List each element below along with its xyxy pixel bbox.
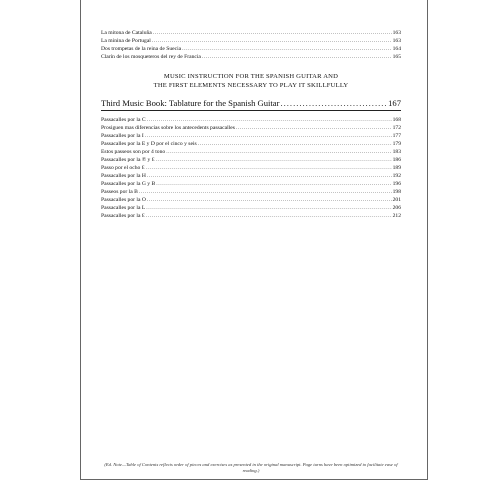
toc-entry-title: Passacalles por la Ɛ xyxy=(101,213,145,219)
dot-leader xyxy=(147,173,392,180)
toc-entry-title: Passacalles por la I xyxy=(101,133,144,139)
section-heading-line: MUSIC INSTRUCTION FOR THE SPANISH GUITAR AND xyxy=(163,73,339,80)
toc-entry-page: 179 xyxy=(392,141,401,147)
toc-entry xyxy=(101,117,401,124)
dot-leader xyxy=(182,46,391,53)
editor-note: (Ed. Note—Table of Contents reflects order of pieces and exercises as presented in the original manuscript. Page turns have been optimized to facilitate ease of reading.) xyxy=(104,462,398,473)
dot-leader xyxy=(146,165,392,172)
document-page xyxy=(80,0,428,480)
toc-entry-title: Passo por el ocho Ɛ xyxy=(101,165,145,171)
book-entry xyxy=(101,98,401,109)
toc-entry xyxy=(101,133,401,140)
toc-entry-title: Prosiguen mas diferencias sobre los antecedents passacalles xyxy=(101,125,235,131)
toc-entry-page: 189 xyxy=(392,165,401,171)
toc-entry-title: Passacalles por la H xyxy=(101,173,146,179)
toc-entry-page: 196 xyxy=(392,181,401,187)
toc-entry xyxy=(101,157,401,164)
toc-entry-title: Clarín de los mosqueteros del rey de Francia xyxy=(101,54,201,60)
toc-entry xyxy=(101,125,401,132)
toc-entry-page: 192 xyxy=(392,173,401,179)
dot-leader xyxy=(153,30,392,37)
toc-entry-title: La mitona de Cataluña xyxy=(101,30,152,36)
toc-entry xyxy=(101,54,401,61)
dot-leader xyxy=(166,149,391,156)
dot-leader xyxy=(145,133,392,140)
dot-leader xyxy=(280,98,387,109)
dot-leader xyxy=(198,141,392,148)
toc-entry-title: La minina de Portugal xyxy=(101,38,151,44)
dot-leader xyxy=(202,54,392,61)
dot-leader xyxy=(236,125,392,132)
toc-entry xyxy=(101,141,401,148)
toc-entry-page: 206 xyxy=(392,205,401,211)
toc-entry-page: 186 xyxy=(392,157,401,163)
toc-entry-page: 168 xyxy=(392,117,401,123)
toc-entry xyxy=(101,30,401,37)
toc-entry-title: Estos passeos son por 4 tono xyxy=(101,149,166,155)
dot-leader xyxy=(156,181,391,188)
toc-entry-page: 198 xyxy=(392,189,401,195)
toc-entry-title: Passacalles por la O xyxy=(101,197,146,203)
toc-entry xyxy=(101,197,401,204)
toc-entry xyxy=(101,149,401,156)
dot-leader xyxy=(156,157,392,164)
toc-entry xyxy=(101,165,401,172)
heading-rule xyxy=(101,110,401,111)
dot-leader xyxy=(152,38,392,45)
toc-entry-title: Passacalles por la ℗ y Ɛ xyxy=(101,157,155,163)
toc-entry-title: Passacalles por la E y D por el cinco y seis xyxy=(101,141,197,147)
toc-entry-title: Passacalles por la C xyxy=(101,117,146,123)
toc-entry-page: 164 xyxy=(392,46,401,52)
toc-entry-page: 201 xyxy=(392,197,401,203)
dot-leader xyxy=(146,213,392,220)
dot-leader xyxy=(147,117,392,124)
dot-leader xyxy=(147,197,392,204)
toc-entry-page: 165 xyxy=(392,54,401,60)
section-heading xyxy=(101,72,401,90)
toc-entry-page: 183 xyxy=(392,149,401,155)
toc-entry xyxy=(101,205,401,212)
book-entry-title: Third Music Book: Tablature for the Spanish Guitar xyxy=(101,98,280,108)
toc-entry-page: 177 xyxy=(392,133,401,139)
toc-entry-page: 163 xyxy=(392,38,401,44)
book-entry-page: 167 xyxy=(388,98,401,108)
toc-entry-title: Dos trompetas de la reina de Suecia xyxy=(101,46,182,52)
toc-entry-page: 212 xyxy=(392,213,401,219)
dot-leader xyxy=(146,205,391,212)
toc-entry xyxy=(101,213,401,220)
toc-entry-title: Passacalles por la G y B xyxy=(101,181,156,187)
toc-entry xyxy=(101,189,401,196)
toc-entry-title: Passacalles por la L xyxy=(101,205,146,211)
toc-entry xyxy=(101,46,401,53)
toc-entry-page: 163 xyxy=(392,30,401,36)
section-heading-line: THE FIRST ELEMENTS NECESSARY TO PLAY IT SKILLFULLY xyxy=(153,82,349,89)
toc-entry xyxy=(101,181,401,188)
toc-entry xyxy=(101,38,401,45)
toc-entry-page: 172 xyxy=(392,125,401,131)
toc-entry xyxy=(101,173,401,180)
toc-entry-title: Passeos por la B xyxy=(101,189,138,195)
dot-leader xyxy=(139,189,392,196)
